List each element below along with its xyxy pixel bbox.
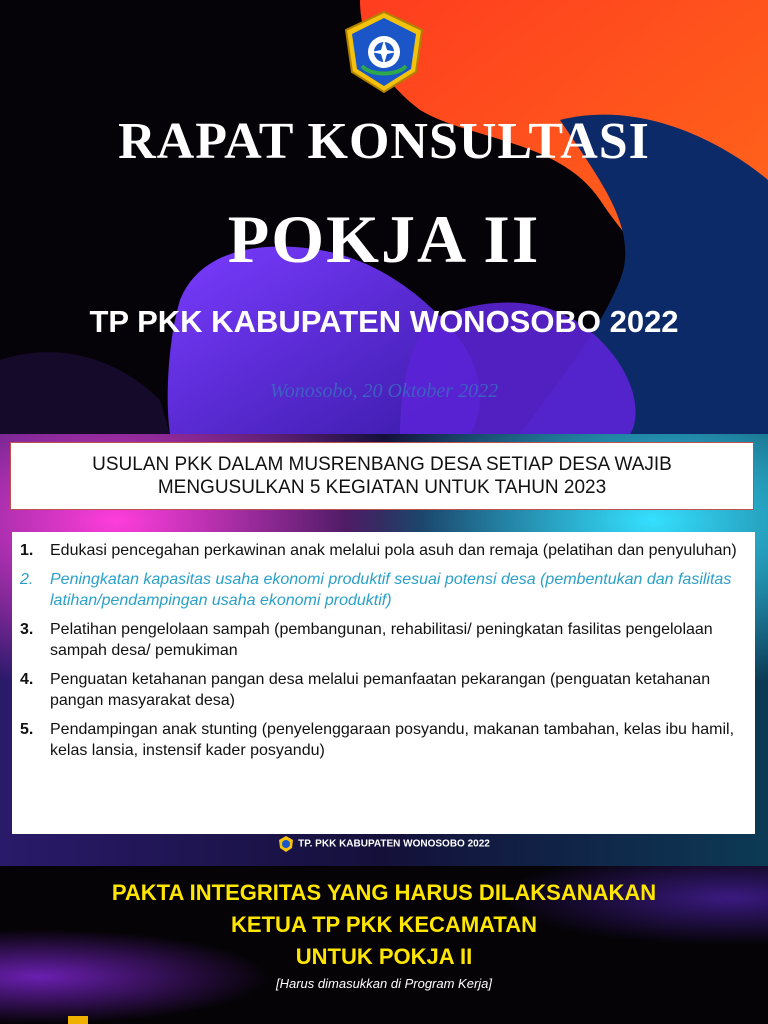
integrity-slide bbox=[0, 866, 768, 1024]
item-text: Pendampingan anak stunting (penyelenggaraan posyandu, makanan tambahan, kelas ibu hamil, kelas lansia, instensif kader posyandu) bbox=[50, 721, 735, 759]
slide-footer bbox=[0, 836, 768, 852]
list-item bbox=[20, 719, 747, 761]
pkk-emblem-icon bbox=[278, 836, 294, 852]
item-number: 5. bbox=[20, 721, 34, 738]
proposal-slide bbox=[0, 434, 768, 866]
integrity-line-2: KETUA TP PKK KECAMATAN bbox=[231, 912, 537, 937]
list-item bbox=[20, 669, 747, 711]
subtitle: TP PKK KABUPATEN WONOSOBO 2022 bbox=[89, 304, 679, 339]
title-slide bbox=[0, 0, 768, 434]
item-text: Peningkatan kapasitas usaha ekonomi produktif sesuai potensi desa (pembentukan dan fasilitas latihan/pendampingan usaha ekonomi produktif) bbox=[50, 571, 732, 609]
date-label: Wonosobo, 20 Oktober 2022 bbox=[269, 380, 499, 402]
header-line-1: USULAN PKK DALAM MUSRENBANG DESA SETIAP DESA WAJIB bbox=[92, 454, 672, 475]
pkk-emblem-icon bbox=[342, 10, 426, 94]
item-text: Penguatan ketahanan pangan desa melalui pemanfaatan pekarangan (penguatan ketahanan pangan masyarakat desa) bbox=[50, 671, 711, 709]
item-number: 4. bbox=[20, 671, 34, 688]
program-note: [Harus dimasukkan di Program Kerja] bbox=[275, 976, 493, 991]
activity-list bbox=[12, 532, 755, 834]
item-number: 1. bbox=[20, 542, 34, 559]
item-number: 3. bbox=[20, 621, 34, 638]
list-item-highlighted bbox=[20, 569, 747, 611]
list-item bbox=[20, 540, 747, 561]
title-line-2: POKJA II bbox=[227, 201, 541, 277]
integrity-line-3: UNTUK POKJA II bbox=[295, 944, 473, 969]
list-item bbox=[20, 619, 747, 661]
item-text: Edukasi pencegahan perkawinan anak melalui pola asuh dan remaja (pelatihan dan penyuluhan) bbox=[50, 542, 737, 559]
item-text: Pelatihan pengelolaan sampah (pembangunan, rehabilitasi/ peningkatan fasilitas pengelolaan sampah desa/ pemukiman bbox=[50, 621, 713, 659]
title-line-1: RAPAT KONSULTASI bbox=[118, 113, 650, 170]
footer-text: TP. PKK KABUPATEN WONOSOBO 2022 bbox=[298, 838, 490, 850]
proposal-header bbox=[10, 442, 754, 510]
item-number: 2. bbox=[20, 571, 34, 588]
bullet-icon bbox=[68, 1016, 88, 1024]
integrity-line-1: PAKTA INTEGRITAS YANG HARUS DILAKSANAKAN bbox=[111, 880, 657, 905]
header-line-2: MENGUSULKAN 5 KEGIATAN UNTUK TAHUN 2023 bbox=[157, 477, 607, 498]
